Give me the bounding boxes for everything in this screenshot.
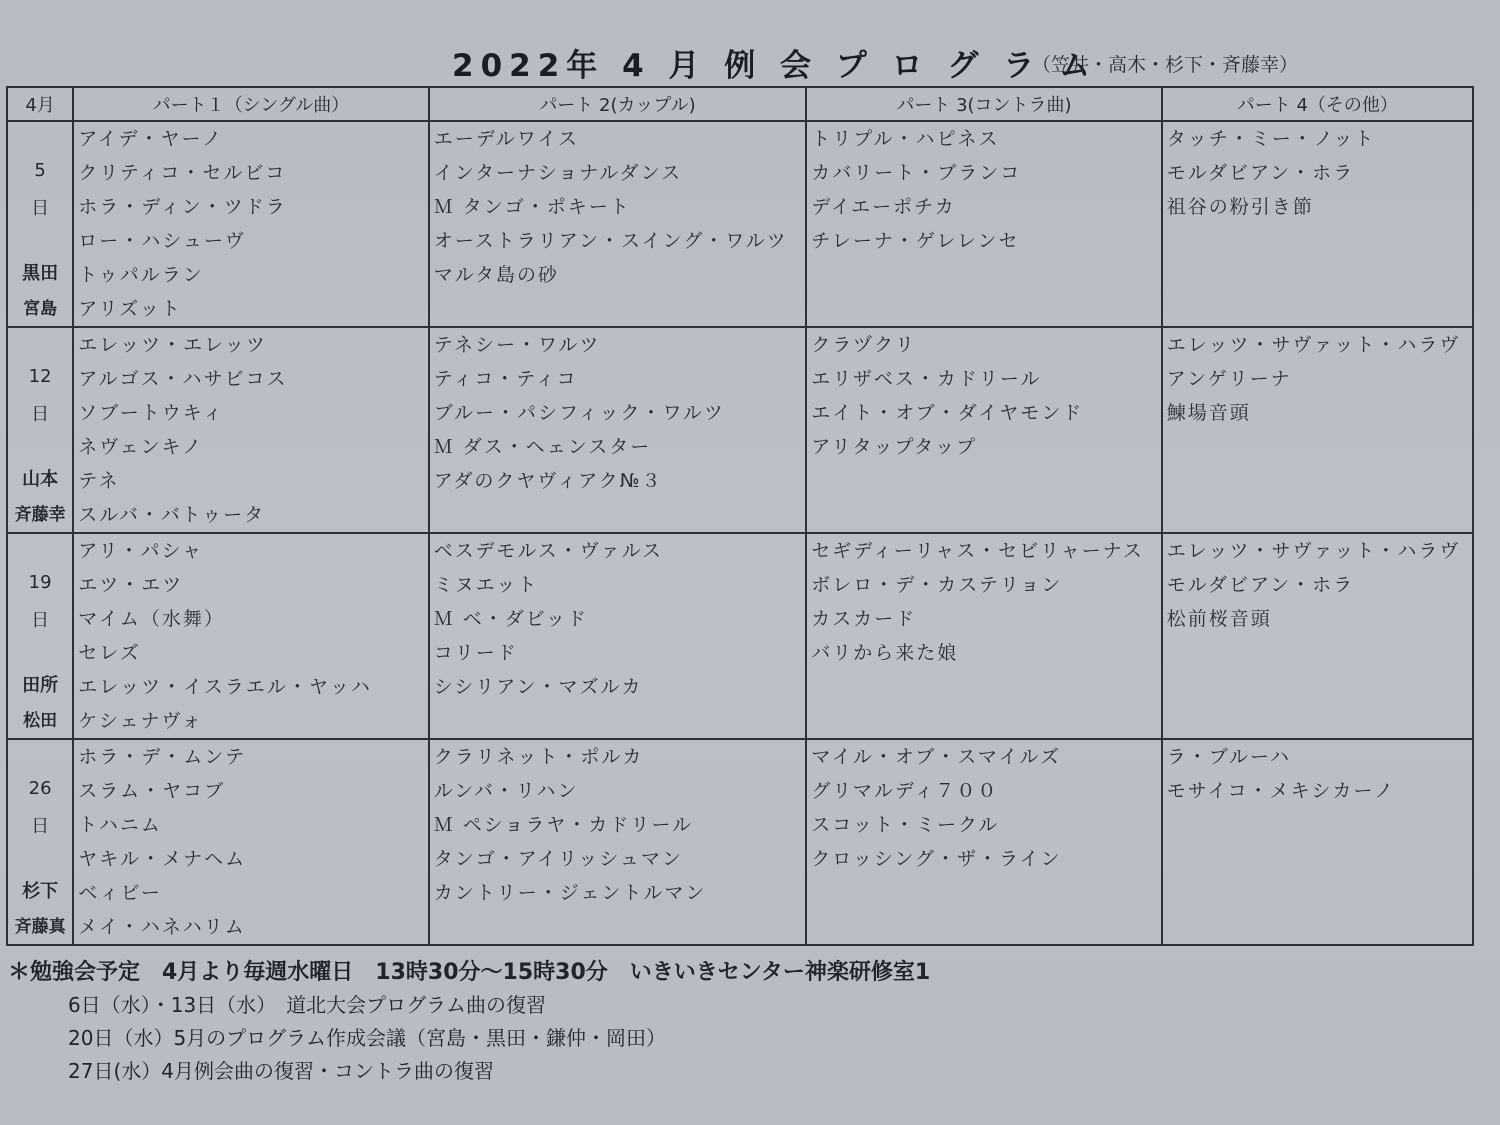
- list-item: ルンバ・リハン: [433, 780, 579, 802]
- list-item: エレッツ・エレッツ: [78, 334, 267, 356]
- list-item: アイデ・ヤーノ: [78, 128, 224, 150]
- note-line: 6日（水）・13日（水） 道北大会プログラム曲の復習: [68, 993, 546, 1017]
- list-item: クラヅクリ: [811, 334, 917, 356]
- leader-name: 杉下: [22, 881, 59, 902]
- list-item: ブルー・パシフィック・ワルツ: [433, 402, 725, 424]
- list-item: ヤキル・メナヘム: [78, 848, 247, 870]
- header-part1: パート１（シングル曲）: [73, 87, 428, 121]
- list-item: コリード: [433, 642, 518, 664]
- list-item: アンゲリーナ: [1166, 368, 1292, 390]
- part4-cell: [1162, 533, 1473, 739]
- list-item: ホラ・デ・ムンテ: [78, 746, 247, 768]
- list-item: クラリネット・ポルカ: [433, 746, 644, 768]
- list-item: ボレロ・デ・カステリョン: [811, 574, 1063, 596]
- list-item: テネシー・ワルツ: [433, 334, 601, 356]
- list-item: モルダビアン・ホラ: [1166, 574, 1355, 596]
- list-item: タッチ・ミー・ノット: [1166, 128, 1376, 150]
- leader-name: 山本: [22, 469, 59, 490]
- part1-cell: [73, 121, 428, 327]
- date-number: 12: [28, 366, 52, 387]
- part1-cell: [73, 739, 428, 945]
- program-table: [6, 86, 1474, 946]
- part2-cell: [429, 121, 807, 327]
- list-item: マイム（水舞）: [78, 608, 225, 630]
- header-month: 4月: [7, 87, 73, 121]
- list-item: ティコ・ティコ: [433, 368, 578, 390]
- list-item: クロッシング・ザ・ライン: [811, 848, 1062, 870]
- list-item: スラム・ヤコブ: [78, 780, 226, 802]
- list-item: エレッツ・サヴァット・ハラヴ: [1166, 334, 1461, 356]
- header-part2: パート 2(カップル): [429, 87, 807, 121]
- list-item: スルバ・バトゥータ: [78, 504, 266, 526]
- leader-name: 斉藤幸: [14, 505, 66, 525]
- part2-cell: [429, 739, 807, 945]
- list-item: シシリアン・マズルカ: [433, 676, 643, 698]
- part2-cell: [429, 327, 807, 533]
- list-item: カバリート・ブランコ: [811, 162, 1022, 184]
- list-item: タンゴ・アイリッシュマン: [433, 848, 683, 870]
- part3-cell: [806, 327, 1161, 533]
- list-item: アダのクヤヴィアク№３: [433, 470, 663, 492]
- list-item: セレズ: [78, 642, 141, 664]
- list-item: 鰊場音頭: [1166, 402, 1251, 424]
- list-item: 松前桜音頭: [1166, 608, 1272, 630]
- list-item: デイエーポチカ: [811, 196, 956, 218]
- list-item: Ｍ タンゴ・ポキート: [433, 196, 631, 218]
- list-item: ネヴェンキノ: [78, 436, 204, 458]
- date-number: 19: [28, 572, 52, 593]
- part3-cell: [806, 121, 1161, 327]
- list-item: ラ・ブルーハ: [1166, 746, 1291, 768]
- list-item: エーデルワイス: [433, 128, 580, 150]
- list-item: ベスデモルス・ヴァルス: [433, 540, 664, 562]
- part4-cell: [1162, 327, 1473, 533]
- list-item: エツ・エツ: [78, 574, 184, 596]
- list-item: アリタップタップ: [811, 436, 978, 458]
- list-item: エリザベス・カドリール: [811, 368, 1042, 390]
- leader-name: 田所: [22, 675, 59, 696]
- part4-cell: [1162, 121, 1473, 327]
- list-item: ソブートウキィ: [78, 402, 225, 424]
- list-item: モサイコ・メキシカーノ: [1166, 780, 1396, 802]
- list-item: ミヌエット: [433, 574, 539, 596]
- date-day: 日: [31, 610, 50, 631]
- date-number: 5: [34, 160, 46, 181]
- list-item: クリティコ・セルビコ: [78, 162, 287, 184]
- header-part3: パート 3(コントラ曲): [806, 87, 1161, 121]
- leader-name: 松田: [23, 711, 58, 731]
- week-row: [7, 327, 1473, 533]
- week-row: [7, 121, 1473, 327]
- part4-cell: [1162, 739, 1473, 945]
- list-item: エレッツ・イスラエル・ヤッハ: [78, 676, 372, 698]
- part3-cell: [806, 533, 1161, 739]
- date-cell: [7, 739, 73, 945]
- list-item: グリマルディ７００: [811, 780, 999, 802]
- list-item: インターナショナルダンス: [433, 162, 683, 184]
- list-item: オーストラリアン・スイング・ワルツ: [433, 230, 788, 252]
- list-item: Ｍ ベ・ダビッド: [433, 608, 588, 630]
- leader-name: 斉藤真: [14, 917, 66, 937]
- date-cell: [7, 533, 73, 739]
- list-item: Ｍ ペショラヤ・カドリール: [433, 814, 693, 836]
- list-item: エレッツ・サヴァット・ハラヴ: [1166, 540, 1461, 562]
- date-cell: [7, 121, 73, 327]
- list-item: トゥパルラン: [78, 264, 204, 286]
- header: [0, 40, 1500, 84]
- part2-cell: [429, 533, 807, 739]
- list-item: ケシェナヴォ: [78, 710, 203, 732]
- part1-cell: [73, 533, 428, 739]
- list-item: ロー・ハシューヴ: [78, 230, 246, 252]
- list-item: マルタ島の砂: [433, 264, 559, 286]
- notes-heading: ＊勉強会予定 4月より毎週水曜日 13時30分～15時30分 いきいきセンター神楽研修室1: [8, 960, 931, 985]
- date-day: 日: [31, 816, 50, 837]
- study-schedule-notes: [8, 956, 1488, 1088]
- date-day: 日: [31, 404, 50, 425]
- list-item: ベィビー: [78, 882, 162, 904]
- list-item: エイト・オブ・ダイヤモンド: [811, 402, 1084, 424]
- date-number: 26: [28, 778, 52, 799]
- date-day: 日: [31, 198, 50, 219]
- list-item: アリ・パシャ: [78, 540, 204, 562]
- table-header-row: [7, 87, 1473, 121]
- list-item: カスカード: [811, 608, 917, 630]
- part3-cell: [806, 739, 1161, 945]
- list-item: トハニム: [78, 814, 162, 836]
- list-item: ホラ・ディン・ツドラ: [78, 196, 287, 218]
- note-line: 20日（水）5月のプログラム作成会議（宮島・黒田・鎌仲・岡田）: [68, 1026, 666, 1050]
- list-item: メイ・ハネハリム: [78, 916, 246, 938]
- week-row: [7, 533, 1473, 739]
- leader-name: 黒田: [22, 263, 59, 284]
- list-item: バリから来た娘: [811, 642, 959, 664]
- list-item: テネ: [78, 470, 120, 492]
- list-item: トリプル・ハピネス: [811, 128, 1000, 150]
- list-item: マイル・オブ・スマイルズ: [811, 746, 1061, 768]
- date-cell: [7, 327, 73, 533]
- list-item: 祖谷の粉引き節: [1166, 196, 1314, 218]
- list-item: セギディーリャス・セビリャーナス: [811, 540, 1144, 562]
- list-item: チレーナ・ゲレレンセ: [811, 230, 1020, 252]
- part1-cell: [73, 327, 428, 533]
- note-line: 27日(水）4月例会曲の復習・コントラ曲の復習: [68, 1059, 494, 1083]
- list-item: カントリー・ジェントルマン: [433, 882, 707, 904]
- leader-name: 宮島: [23, 299, 58, 319]
- list-item: アルゴス・ハサビコス: [78, 368, 288, 390]
- authors: （笠井・高木・杉下・斉藤幸）: [1032, 54, 1299, 76]
- list-item: Ｍ ダス・ヘェンスター: [433, 436, 652, 458]
- header-part4: パート 4（その他）: [1162, 87, 1473, 121]
- list-item: モルダビアン・ホラ: [1166, 162, 1355, 184]
- page-title: 2022年 4 月 例 会 プ ロ グ ラ ム: [452, 48, 1097, 84]
- week-row: [7, 739, 1473, 945]
- list-item: スコット・ミークル: [811, 814, 1000, 836]
- list-item: アリズット: [78, 298, 182, 320]
